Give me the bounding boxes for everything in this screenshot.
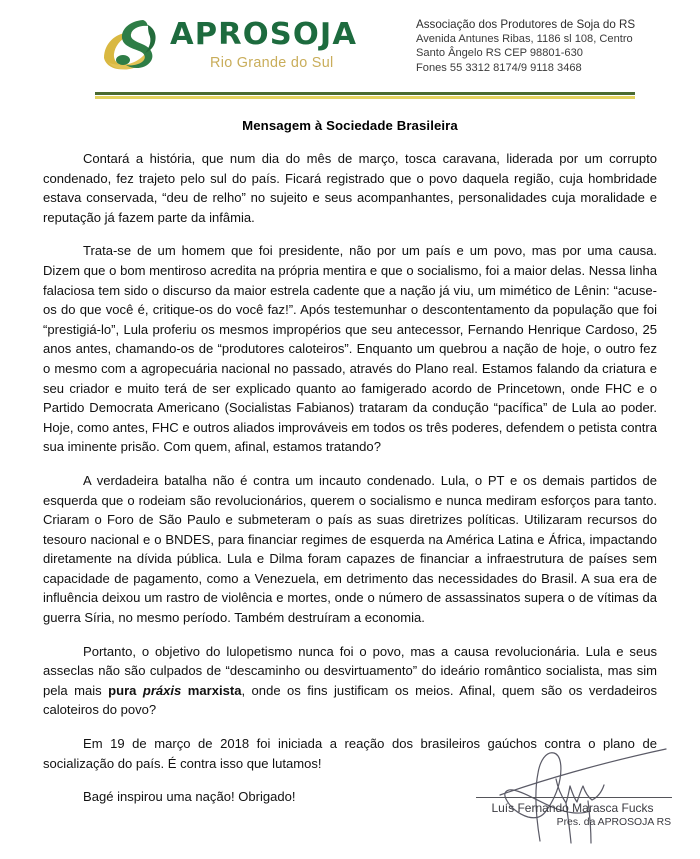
address-block (416, 14, 635, 75)
paragraph: Trata-se de um homem que foi presidente, não por um país e um povo, mas por uma causa. Dizem que o bom mentiroso acredita na própria mentira e que o socialismo, foi a maior delas. Nessa linha falaciosa tem sido o discurso da maior estrela cadente que a nação já viu, um mimético de Lênin: “acuse-os do que você é, critique-os do você faz!”. Após testemunhar o descontentamento da população que foi “prestigiá-lo”, Lula proferiu os mesmos impropérios que seu antecessor, Fernando Henrique Cardoso, 25 anos antes, chamando-os de “produtores caloteiros”. Enquanto um quebrou a nação de hoje, o outro fez o mesmo com a agropecuária nacional no passado, através do Plano real. Estamos falando da criatura e seu criador e muito terá de ser explicado quanto ao famigerado acordo de Princetown, onde FHC e o Partido Democrata Americano (Socialistas Fabianos) trataram da condução “pacífica” de Lula ao poder. Hoje, como antes, FHC e outros aliados improváveis em todos os três poderes, defendem o petista contra sua iminente prisão. Com quem, afinal, estamos tratando? (43, 243, 657, 455)
address-street: Avenida Antunes Ribas, 1186 sl 108, Centro (416, 33, 633, 46)
signature-rule (476, 797, 672, 798)
address-organization: Associação dos Produtores de Soja do RS (416, 18, 636, 31)
praxis-bold-marxista: marxista (181, 682, 242, 698)
paragraph-praxis (43, 642, 657, 720)
address-city: Santo Ângelo RS CEP 98801-630 (416, 47, 583, 60)
header-divider (95, 92, 635, 99)
paragraph: Em 19 de março de 2018 foi iniciada a reação dos brasileiros gaúchos contra o plano de socialização do país. É contra isso que lutamos! (43, 736, 657, 771)
paragraph: Contará a história, que num dia do mês de março, tosca caravana, liderada por um corrupto condenado, fez trajeto pelo sul do país. Ficará registrado que o povo daquela região, cuja hombridade estava conservada, “deu de relho” no sujeito e seus acompanhantes, personalidades cuja moralidade e reputação já fazem parte da infâmia. (43, 151, 657, 225)
handwritten-signature-icon (470, 745, 685, 845)
praxis-bold-pura: pura (108, 682, 143, 698)
aprosoja-subwordmark: Rio Grande do Sul (210, 54, 334, 71)
document-body (43, 118, 657, 807)
wordmark-group (170, 17, 358, 71)
aprosoja-leaf-logo-icon (98, 14, 164, 76)
address-phones: Fones 55 3312 8174/9 9118 3468 (416, 61, 582, 74)
signature-role: Pres. da APROSOJA RS (556, 817, 671, 828)
aprosoja-wordmark: APROSOJA (170, 17, 358, 53)
paragraph: Bagé inspirou uma nação! Obrigado! (83, 789, 296, 805)
paragraph: A verdadeira batalha não é contra um incauto condenado. Lula, o PT e os demais partidos de esquerda que o rodeiam são revolucionários, querem o socialismo e nunca mediram esforços para tanto. Criaram o Foro de São Paulo e submeteram o país as suas diretrizes políticas. Utilizaram recursos do tesouro nacional e o BNDES, para financiar regimes de esquerda na América Latina e África, impactando diretamente na dívida pública. Lula e Dilma foram capazes de financiar a infraestrutura de países sem capacidade de pagamento, como a Venezuela, em detrimento das necessidades do Brasil. A sua era de influência deixou um rastro de violência e mortes, onde o número de assassinatos supera o de vítimas da guerra Síria, no mesmo período. Também destruíram a economia. (43, 472, 657, 626)
signature-block (470, 745, 675, 845)
page-title: Mensagem à Sociedade Brasileira (242, 118, 458, 133)
praxis-bold-italic-praxis: práxis (142, 682, 182, 698)
praxis-text-before: Portanto, o objetivo do lulopetismo nunca foi o povo, mas a causa revolucionária. Lula e seus asseclas não são culpados de “descaminho ou desvirtuamento” do ideário romântico socialista, mas sim pela mais (43, 643, 657, 698)
letterhead (0, 0, 700, 78)
divider-rule-gold (95, 96, 635, 99)
signature-name: Luís Fernando Marasca Fucks (491, 801, 654, 815)
brand-lockup (98, 14, 380, 76)
praxis-text-after: , onde os fins justificam os meios. Afinal, quem são os verdadeiros caloteiros do povo? (43, 682, 657, 718)
